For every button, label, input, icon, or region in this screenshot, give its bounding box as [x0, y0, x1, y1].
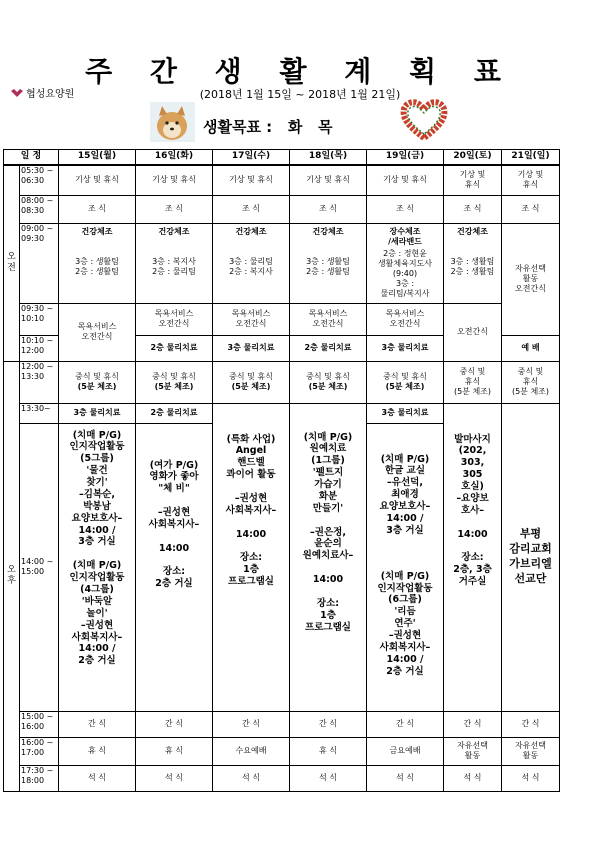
program-label: 3층 : 복지사 2층 : 물리팀 [152, 256, 196, 276]
schedule-cell: 간 식 [502, 711, 560, 737]
schedule-cell: 기상 및 휴식 [290, 165, 367, 195]
schedule-cell: 간 식 [136, 711, 213, 737]
schedule-cell: 기상 및 휴식 [367, 165, 444, 195]
time-slot: 09:00 ~ 09:30 [20, 223, 59, 303]
pm-label: 오 후 [4, 361, 20, 791]
schedule-cell: 기상 및 휴식 [59, 165, 136, 195]
schedule-cell: 금요예배 [367, 737, 444, 765]
schedule-cell: 목욕서비스 오전간식 [213, 303, 290, 335]
table-row [4, 765, 560, 791]
schedule-cell: 3층 물리치료 [367, 335, 444, 361]
exercise-label: 건강체조 [235, 226, 267, 236]
program-label: 3층 : 생활팀 2층 : 생활팀 [306, 256, 350, 276]
schedule-cell: 2층 물리치료 [290, 335, 367, 361]
schedule-cell [290, 223, 367, 303]
schedule-cell: 간 식 [290, 711, 367, 737]
schedule-cell [444, 223, 502, 303]
schedule-cell: 조 식 [290, 195, 367, 223]
life-goal: 생활목표 : 화 목 [203, 118, 333, 136]
schedule-cell: 휴 식 [59, 737, 136, 765]
time-slot: 14:00 ~ 15:00 [20, 423, 59, 711]
table-row [4, 737, 560, 765]
schedule-cell [136, 223, 213, 303]
schedule-cell: 자유선택 활동 [502, 737, 560, 765]
activity-cell: (여가 P/G) 영화가 좋아 "체 비" –권성현 사회복지사– 14:00 장소: 2층 거실 [136, 423, 213, 711]
table-row [4, 361, 560, 403]
schedule-cell: 3층 물리치료 [367, 403, 444, 423]
program-label: 3층 : 물리팀 2층 : 복지사 [229, 256, 273, 276]
schedule-cell: 석 식 [213, 765, 290, 791]
schedule-cell: 오전간식 [444, 303, 502, 361]
schedule-cell: 기상 및 휴식 [502, 165, 560, 195]
exercise-label: 건강체조 [457, 226, 488, 236]
schedule-cell [59, 361, 136, 403]
schedule-cell: 기상 및 휴식 [213, 165, 290, 195]
schedule-cell: 간 식 [213, 711, 290, 737]
exercise-label: 건강체조 [312, 226, 344, 236]
lunch-note: (5분 체조) [231, 382, 271, 391]
time-slot: 12:00 ~ 13:30 [20, 361, 59, 403]
activity-text: (치매 P/G) 인지작업활동 (4그룹) '바둑알 놀이' –권성현 사회복지사– 14:00 / 2층 거실 [69, 560, 125, 667]
header-row [4, 150, 560, 166]
schedule-cell: 기상 및 휴식 [136, 165, 213, 195]
schedule-cell: 중식 및 휴식 (5분 체조) [444, 361, 502, 403]
plan-period: (2018년 1월 15일 ~ 2018년 1월 21일) [199, 88, 401, 101]
schedule-cell: 석 식 [59, 765, 136, 791]
org-name: 협성요양원 [26, 89, 75, 100]
lunch-label: 중식 및 휴식 [152, 372, 196, 381]
lunch-note: (5분 체조) [385, 382, 425, 391]
lunch-note: (5분 체조) [77, 382, 117, 391]
schedule-cell: 3층 물리치료 [213, 335, 290, 361]
schedule-cell [367, 361, 444, 403]
schedule-cell [136, 361, 213, 403]
schedule-cell: 2층 물리치료 [136, 335, 213, 361]
schedule-cell: 석 식 [502, 765, 560, 791]
activity-cell: 발마사지 (202, 303, 305 호실) –요양보 호사– 14:00 장소: 2층, 3층 거주실 [444, 403, 502, 711]
schedule-cell: 석 식 [290, 765, 367, 791]
schedule-cell: 석 식 [444, 765, 502, 791]
time-slot: 05:30 ~ 06:30 [20, 165, 59, 195]
header-sun: 21일(일) [502, 150, 560, 166]
schedule-cell: 목욕서비스 오전간식 [290, 303, 367, 335]
schedule-cell: 조 식 [502, 195, 560, 223]
activity-cell: 부평 감리교회 가브리엘 선교단 [502, 403, 560, 711]
time-slot: 15:00 ~ 16:00 [20, 711, 59, 737]
header-thu: 18일(목) [290, 150, 367, 166]
activity-cell [367, 423, 444, 711]
activity-text: (치매 P/G) 인지작업활동 (6그룹) '리듬 연주' –권성현 사회복지사– 14:00 / 2층 거실 [377, 570, 433, 677]
header-wed: 17일(수) [213, 150, 290, 166]
activity-text: (치매 P/G) 인지작업활동 (5그룹) '물건 찾기' –김복순, 박봉남 요양보호사– 14:00 / 3층 거실 [69, 429, 125, 548]
activity-cell: (특화 사업) Angel 핸드벨 콰이어 활동 –권성현 사회복지사– 14:00 장소: 1층 프로그램실 [213, 403, 290, 711]
page-title: 주 간 생 활 계 획 표 [85, 55, 515, 88]
time-slot: 08:00 ~ 08:30 [20, 195, 59, 223]
schedule-cell: 자유선택 활동 오전간식 [502, 223, 560, 335]
schedule-cell: 2층 물리치료 [136, 403, 213, 423]
exercise-label: 건강체조 [81, 226, 113, 236]
table-row [4, 403, 560, 423]
schedule-cell: 수요예배 [213, 737, 290, 765]
weekly-schedule-table [3, 149, 560, 792]
table-row [4, 223, 560, 303]
schedule-cell: 자유선택 활동 [444, 737, 502, 765]
activity-cell: (치매 P/G) 원예치료 (1그룹) '펠트지 가습기 화분 만들기' –권은정, 윤순의 원예치료사– 14:00 장소: 1층 프로그램실 [290, 403, 367, 711]
time-slot: 17:30 ~ 18:00 [20, 765, 59, 791]
schedule-cell: 휴 식 [290, 737, 367, 765]
schedule-cell [367, 223, 444, 303]
activity-text: (치매 P/G) 한글 교실 –유선덕, 최애경 요양보호사– 14:00 / 3층 거실 [379, 453, 431, 536]
lunch-note: (5분 체조) [308, 382, 348, 391]
table-row [4, 711, 560, 737]
header-tue: 16일(화) [136, 150, 213, 166]
schedule-cell [213, 361, 290, 403]
header-fri: 19일(금) [367, 150, 444, 166]
header-mon: 15일(월) [59, 150, 136, 166]
schedule-cell: 석 식 [367, 765, 444, 791]
time-slot: 16:00 ~ 17:00 [20, 737, 59, 765]
dog-photo-icon [150, 102, 195, 142]
schedule-cell [213, 223, 290, 303]
schedule-cell: 3층 물리치료 [59, 403, 136, 423]
table-row [4, 195, 560, 223]
lunch-label: 중식 및 휴식 [383, 372, 427, 381]
schedule-cell: 간 식 [367, 711, 444, 737]
time-slot: 13:30~ [20, 403, 59, 423]
program-label: 2층 : 정현윤 생활체육지도사 (9:40) 3층 : 물리팀/복지사 [377, 248, 433, 298]
schedule-cell: 예 배 [502, 335, 560, 361]
schedule-cell [290, 361, 367, 403]
schedule-cell: 목욕서비스 오전간식 [59, 303, 136, 361]
schedule-cell: 간 식 [59, 711, 136, 737]
header-sat: 20일(토) [444, 150, 502, 166]
activity-cell [59, 423, 136, 711]
schedule-cell: 석 식 [136, 765, 213, 791]
schedule-cell: 휴 식 [136, 737, 213, 765]
schedule-cell: 간 식 [444, 711, 502, 737]
schedule-cell: 기상 및 휴식 [444, 165, 502, 195]
am-label: 오 전 [4, 165, 20, 361]
program-label: 3층 : 생활팀 2층 : 생활팀 [450, 256, 495, 276]
schedule-cell: 조 식 [213, 195, 290, 223]
schedule-cell: 조 식 [444, 195, 502, 223]
exercise-label: 장수체조 /세라밴드 [388, 226, 422, 246]
table-row [4, 165, 560, 195]
lunch-label: 중식 및 휴식 [75, 372, 119, 381]
schedule-cell: 조 식 [136, 195, 213, 223]
schedule-cell: 목욕서비스 오전간식 [367, 303, 444, 335]
table-row [4, 303, 560, 335]
program-label: 3층 : 생활팀 2층 : 생활팀 [75, 256, 119, 276]
lunch-label: 중식 및 휴식 [229, 372, 273, 381]
header-schedule: 일 정 [4, 150, 59, 166]
lunch-label: 중식 및 휴식 [306, 372, 350, 381]
schedule-cell: 조 식 [59, 195, 136, 223]
time-slot: 09:30 ~ 10:10 [20, 303, 59, 335]
schedule-cell: 목욕서비스 오전간식 [136, 303, 213, 335]
schedule-cell: 중식 및 휴식 (5분 체조) [502, 361, 560, 403]
time-slot: 10:10 ~ 12:00 [20, 335, 59, 361]
heart-wreath-icon [400, 98, 448, 142]
schedule-cell [59, 223, 136, 303]
exercise-label: 건강체조 [158, 226, 190, 236]
schedule-cell: 조 식 [367, 195, 444, 223]
lunch-note: (5분 체조) [154, 382, 194, 391]
